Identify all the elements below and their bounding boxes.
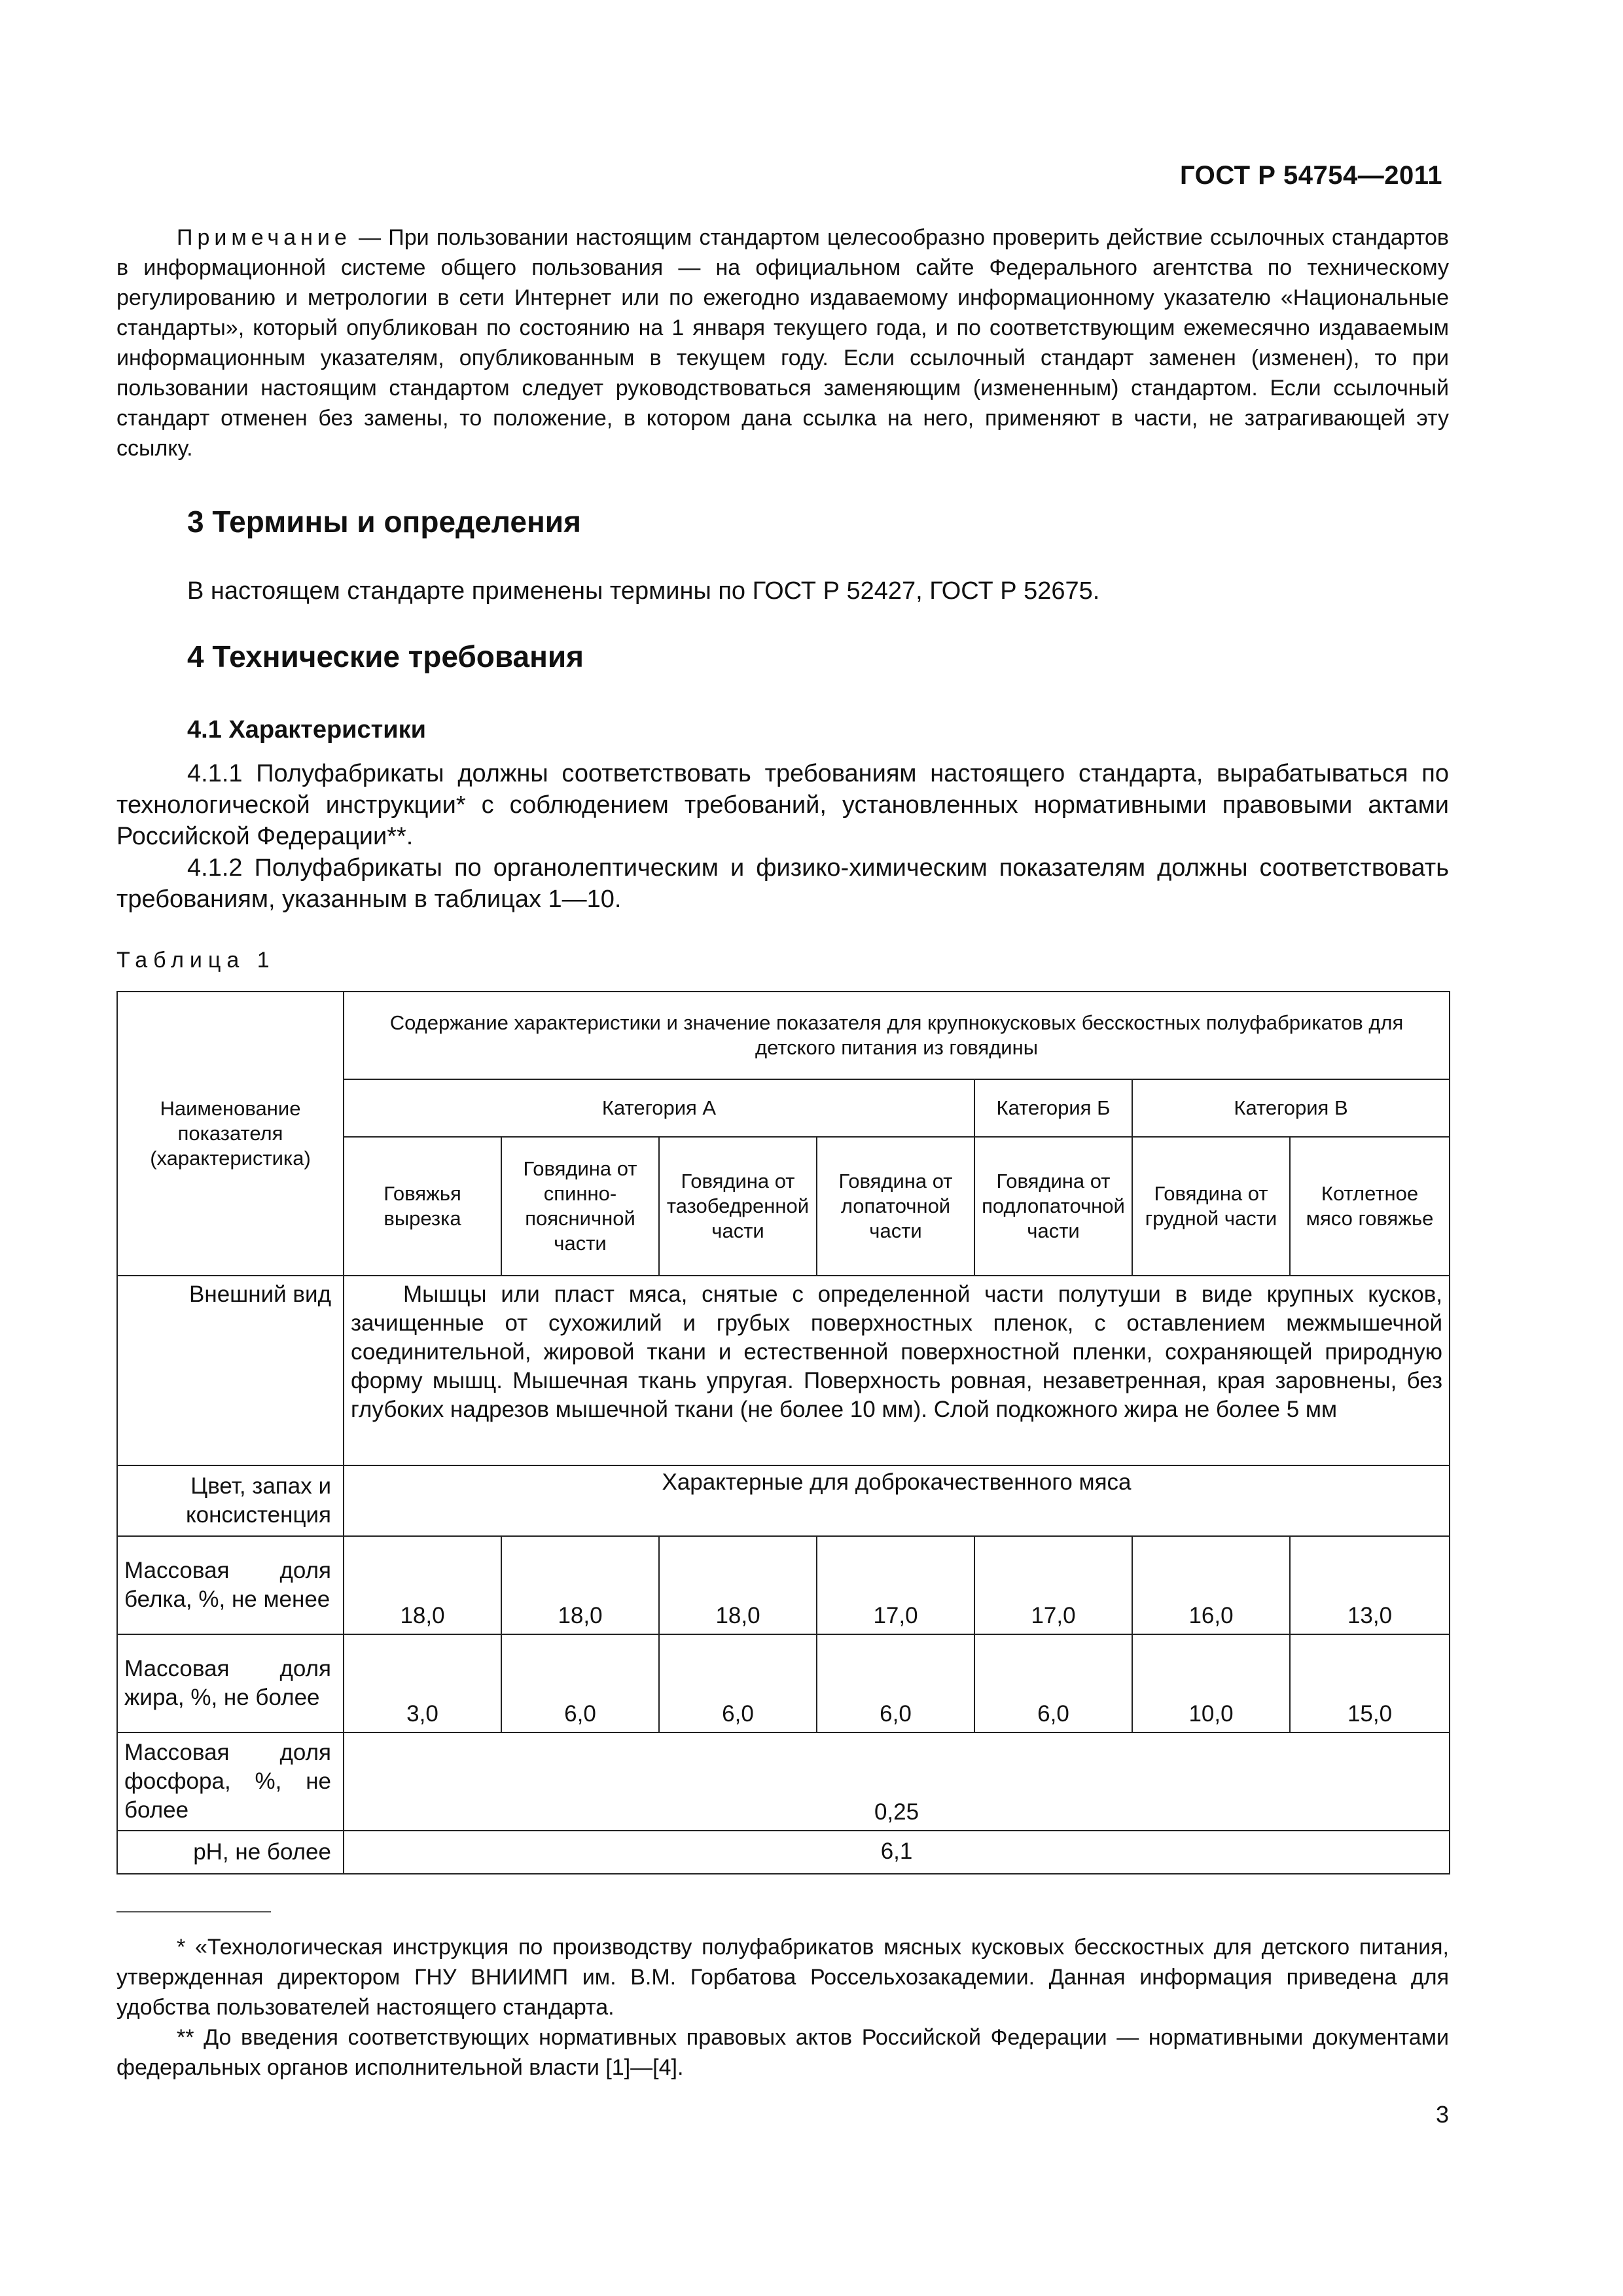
row-label: Массовая доля жира, %, не более <box>117 1634 344 1732</box>
table-cell: 15,0 <box>1290 1634 1450 1732</box>
row-value: 6,1 <box>344 1831 1450 1874</box>
table-cell: 17,0 <box>817 1536 974 1634</box>
specification-table <box>116 991 1450 1874</box>
table-row <box>117 1634 1450 1732</box>
column-header: Говядина от грудной части <box>1132 1137 1290 1276</box>
footnotes <box>116 1932 1449 2083</box>
table-cell: 18,0 <box>344 1536 501 1634</box>
row-label: Цвет, запах и консистенция <box>117 1465 344 1536</box>
section-3-text: В настоящем стандарте применены термины по ГОСТ Р 52427, ГОСТ Р 52675. <box>187 577 1100 605</box>
page-number: 3 <box>1435 2101 1449 2128</box>
row-label: Массовая доля белка, %, не менее <box>117 1536 344 1634</box>
column-header: Говяжья вырезка <box>344 1137 501 1276</box>
paragraph-4-1-1: 4.1.1 Полуфабрикаты должны соответствовать требованиям настоящего стандарта, вырабатываться по технологической инструкции* с соблюдением требований, установленных нормативными правовыми актами Российской Федерации**. <box>116 760 1449 850</box>
note-paragraph <box>116 223 1449 463</box>
column-header: Говядина от спинно-поясничной части <box>501 1137 659 1276</box>
table-row <box>117 1276 1450 1465</box>
table-row <box>117 1536 1450 1634</box>
table-caption: Таблица 1 <box>116 948 276 973</box>
note-label: Примечание <box>177 225 351 250</box>
category-a-header: Категория А <box>344 1079 974 1137</box>
note-body <box>116 223 1449 463</box>
table-row <box>117 1732 1450 1831</box>
note-text: — При пользовании настоящим стандартом целесообразно проверить действие ссылочных стандартов в информационной системе общего пользования — на официальном сайте Федерального агентства по техническому регулированию и метрологии в сети Интернет или по ежегодно издаваемому информационному указателю «Национальные стандарты», который опубликован по состоянию на 1 января текущего года, и по соответствующим ежемесячно издаваемым информационным указателям, опубликованным в текущем году. Если ссылочный стандарт заменен (изменен), то при пользовании настоящим стандартом следует руководствоваться заменяющим (измененным) стандартом. Если ссылочный стандарт отменен без замены, то положение, в котором дана ссылка на него, применяют в части, не затрагивающей эту ссылку. <box>116 225 1449 461</box>
section-4-title: 4 Технические требования <box>187 639 584 673</box>
table-cell: 6,0 <box>501 1634 659 1732</box>
table-cell: 6,0 <box>659 1634 817 1732</box>
category-b-header: Категория Б <box>974 1079 1132 1137</box>
footnote-2: ** До введения соответствующих нормативных правовых актов Российской Федерации — нормативными документами федеральных органов исполнительной власти [1]—[4]. <box>116 2025 1449 2080</box>
table-cell: 18,0 <box>659 1536 817 1634</box>
row-value <box>344 1276 1450 1465</box>
table-cell: 13,0 <box>1290 1536 1450 1634</box>
table-cell: 10,0 <box>1132 1634 1290 1732</box>
appearance-text: Мышцы или пласт мяса, снятые с определенной части полутуши в виде крупных кусков, зачищенные от сухожилий и грубых поверхностных пленок, с оставлением межмышечной соединительной, жировой ткани и естественной поверхностной пленки, сохраняющей природную форму мышц. Мышечная ткань упругая. Поверхность ровная, незаветренная, края заровнены, без глубоких надрезов мышечной ткани (не более 10 мм). Слой подкожного жира не более 5 мм <box>351 1282 1443 1422</box>
table-cell: 3,0 <box>344 1634 501 1732</box>
table-cell: 16,0 <box>1132 1536 1290 1634</box>
paragraph-4-1-2: 4.1.2 Полуфабрикаты по органолептическим и физико-химическим показателям должны соответствовать требованиям, указанным в таблицах 1—10. <box>116 854 1449 913</box>
row-value: Характерные для доброкачественного мяса <box>344 1465 1450 1536</box>
footnote-divider <box>116 1911 271 1912</box>
table-cell: 6,0 <box>817 1634 974 1732</box>
column-header: Говядина от лопаточной части <box>817 1137 974 1276</box>
table-header-group: Содержание характеристики и значение показателя для крупнокусковых бесскостных полуфабрикатов для детского питания из говядины <box>344 992 1450 1079</box>
table-cell: 18,0 <box>501 1536 659 1634</box>
column-header: Говядина от подлопаточной части <box>974 1137 1132 1276</box>
footnote-1: * «Технологическая инструкция по производству полуфабрикатов мясных кусковых бесскостных для детского питания, утвержденная директором ГНУ ВНИИМП им. В.М. Горбатова Россельхозакадемии. Данная информация приведена для удобства пользователей настоящего стандарта. <box>116 1935 1449 2020</box>
table-row <box>117 1831 1450 1874</box>
subsection-4-1-title: 4.1 Характеристики <box>187 716 427 744</box>
table-cell: 6,0 <box>974 1634 1132 1732</box>
column-header: Говядина от тазобедренной части <box>659 1137 817 1276</box>
section-4-body <box>116 758 1449 915</box>
column-header: Котлетное мясо говяжье <box>1290 1137 1450 1276</box>
category-c-header: Категория В <box>1132 1079 1450 1137</box>
row-label: pH, не более <box>117 1831 344 1874</box>
row-label: Внешний вид <box>117 1276 344 1465</box>
table-header-name: Наименование показателя (характеристика) <box>117 992 344 1276</box>
table-row <box>117 1465 1450 1536</box>
section-3-title: 3 Термины и определения <box>187 505 581 539</box>
standard-code: ГОСТ Р 54754—2011 <box>1180 161 1442 190</box>
row-label: Массовая доля фосфора, %, не более <box>117 1732 344 1831</box>
table-cell: 17,0 <box>974 1536 1132 1634</box>
row-value: 0,25 <box>344 1732 1450 1831</box>
